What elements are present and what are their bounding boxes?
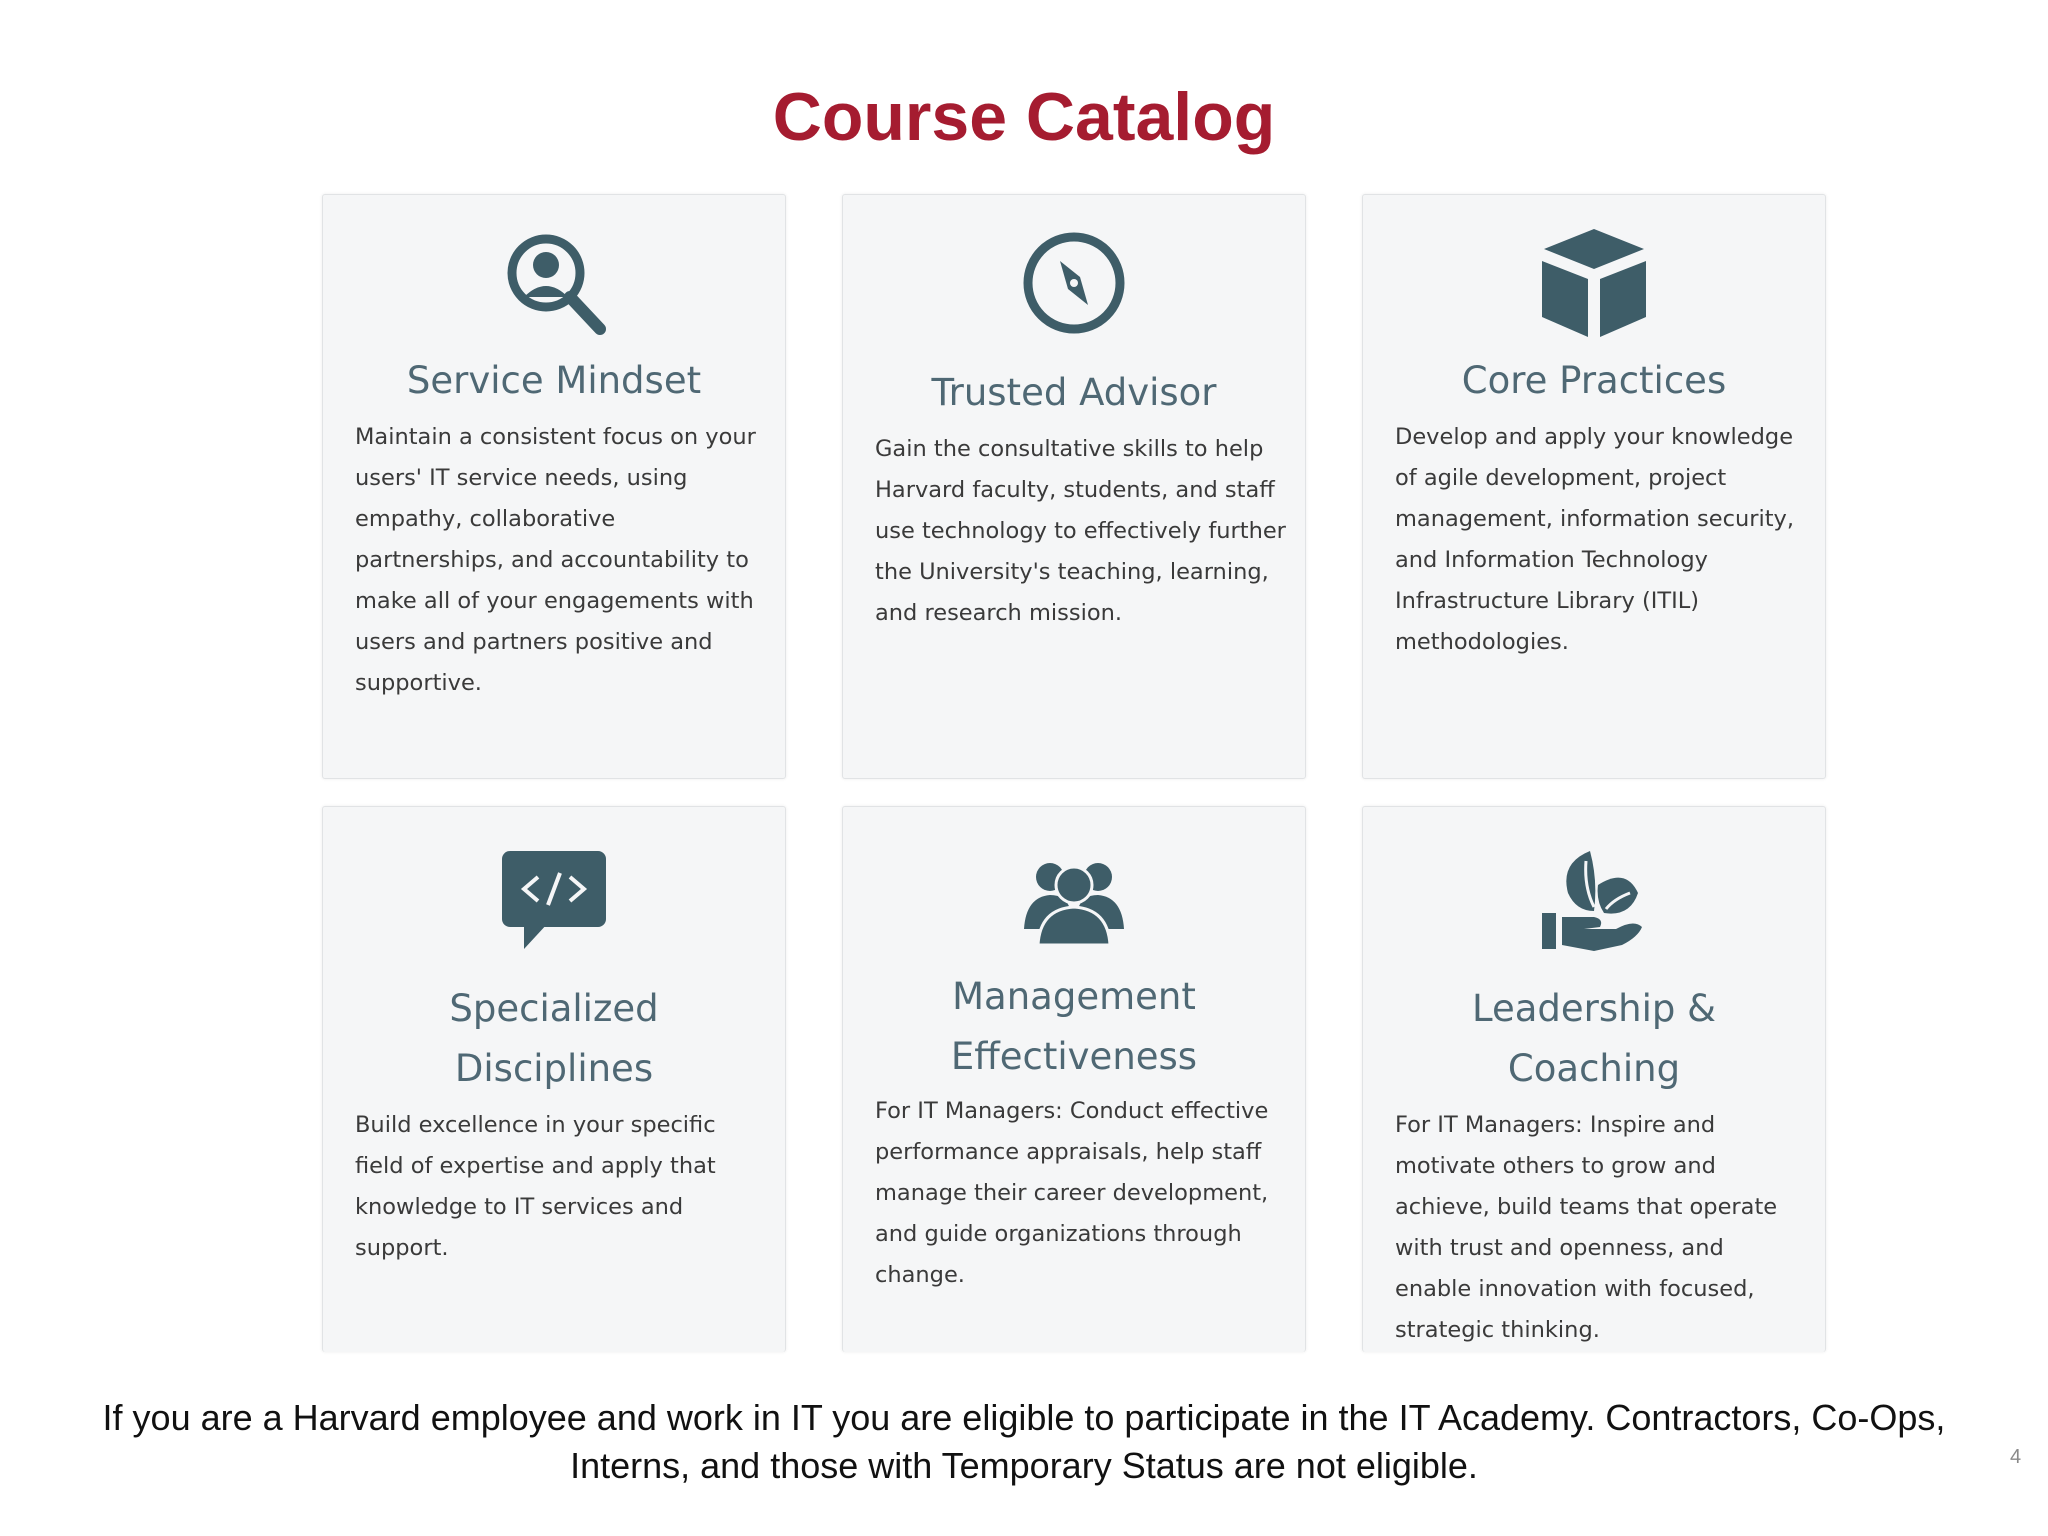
card-title: Leadership & Coaching xyxy=(1472,987,1716,1090)
card-description: For IT Managers: Conduct effective performance appraisals, help staff manage their career development, and guide organizations through change. xyxy=(875,1098,1269,1288)
course-card-management-effectiveness[interactable] xyxy=(842,806,1306,1352)
course-card-service-mindset[interactable] xyxy=(322,194,786,779)
hand-leaf-icon xyxy=(1534,841,1654,961)
card-title: Trusted Advisor xyxy=(931,371,1217,414)
card-description: Build excellence in your specific field of expertise and apply that knowledge to IT services and support. xyxy=(355,1112,716,1261)
search-person-icon xyxy=(494,223,614,343)
users-group-icon xyxy=(1014,837,1134,957)
course-card-specialized-disciplines[interactable] xyxy=(322,806,786,1352)
course-card-leadership-coaching[interactable] xyxy=(1362,806,1826,1352)
card-description: For IT Managers: Inspire and motivate others to grow and achieve, build teams that operate with trust and openness, and enable innovation with focused, strategic thinking. xyxy=(1395,1112,1778,1343)
card-title: Specialized Disciplines xyxy=(449,987,659,1090)
card-description: Gain the consultative skills to help Harvard faculty, students, and staff use technology to effectively further the University's teaching, learning, and research mission. xyxy=(875,436,1286,626)
eligibility-note: If you are a Harvard employee and work in IT you are eligible to participate in the IT Academy. Contractors, Co-Ops, Interns, and those with Temporary Status are not eligible. xyxy=(102,1397,1946,1486)
card-title: Service Mindset xyxy=(406,359,702,402)
card-title: Management Effectiveness xyxy=(950,975,1198,1078)
card-description: Maintain a consistent focus on your users' IT service needs, using empathy, collaborative partnerships, and accountability to make all of your engagements with users and partners positive and supportive. xyxy=(355,424,756,696)
slide-title: Course Catalog xyxy=(772,79,1276,155)
course-card-trusted-advisor[interactable] xyxy=(842,194,1306,779)
code-bubble-icon xyxy=(494,843,614,963)
card-description: Develop and apply your knowledge of agile development, project management, information security, and Information Technology Infrastructure Library (ITIL) methodologies. xyxy=(1395,424,1795,655)
card-title: Core Practices xyxy=(1461,359,1727,402)
cube-icon xyxy=(1534,223,1654,343)
compass-icon xyxy=(1014,223,1134,343)
course-card-core-practices[interactable] xyxy=(1362,194,1826,779)
page-number: 4 xyxy=(2010,1446,2022,1468)
